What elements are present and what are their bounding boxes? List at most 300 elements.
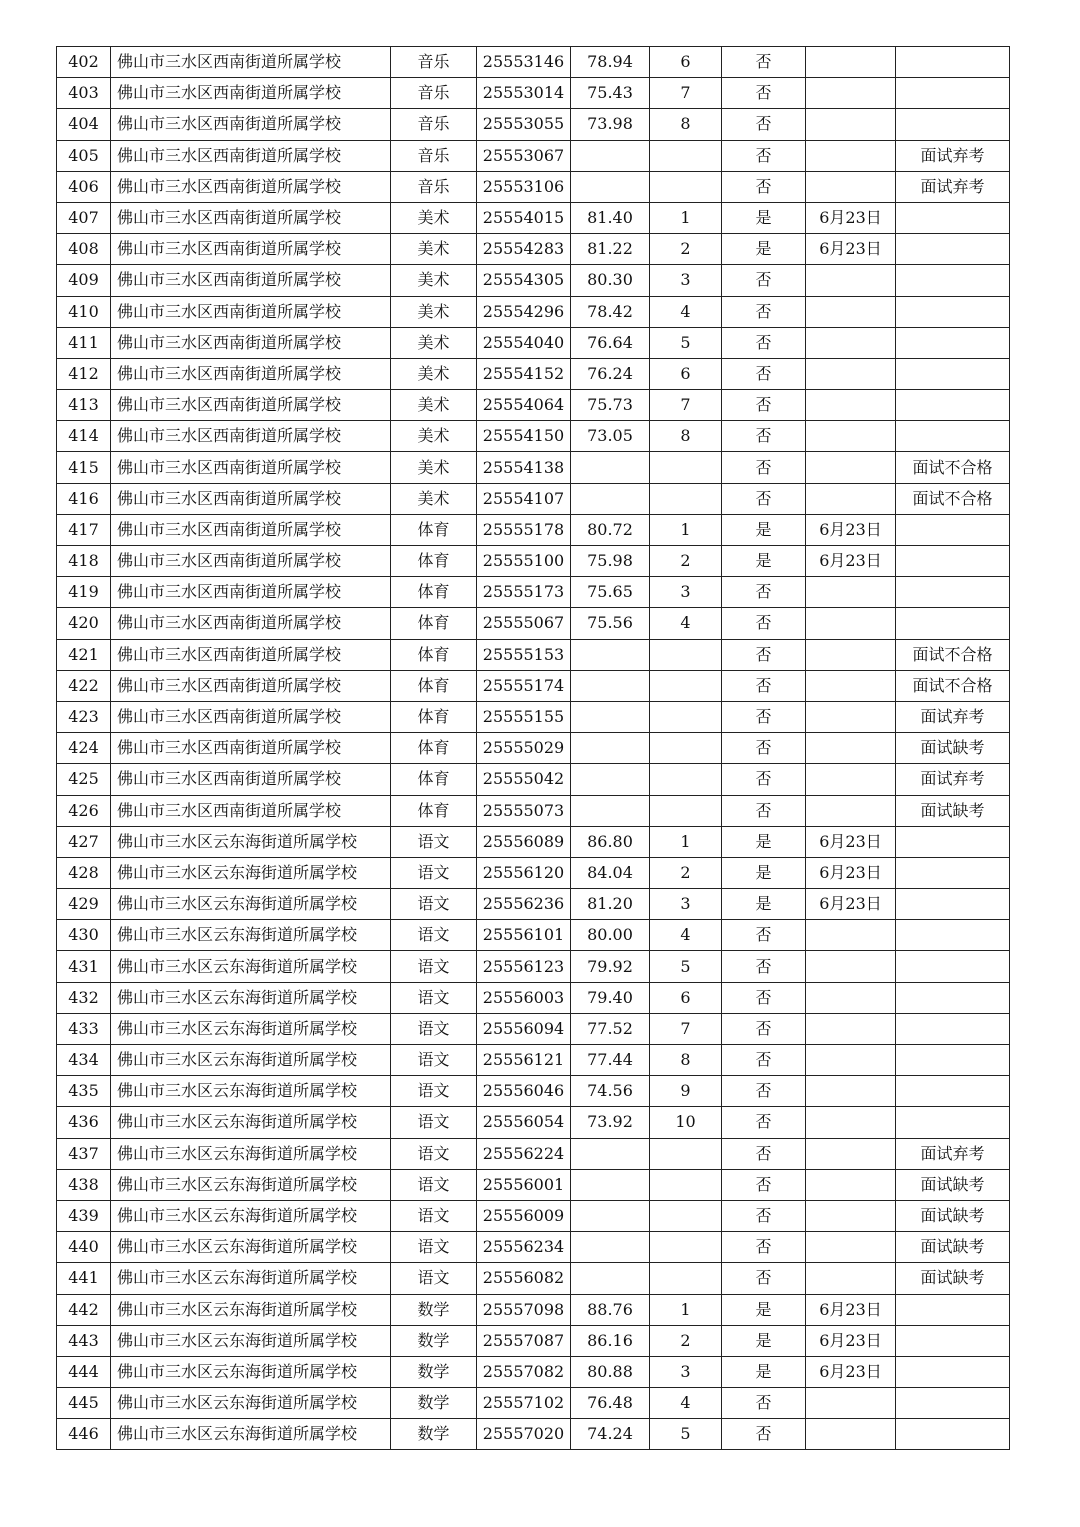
remark-cell	[896, 514, 1010, 545]
physical-exam-cell: 否	[722, 764, 806, 795]
row-number-cell: 415	[57, 452, 111, 483]
exam-date-cell	[806, 795, 896, 826]
exam-id-cell: 25553067	[477, 140, 571, 171]
remark-cell: 面试不合格	[896, 452, 1010, 483]
school-cell: 佛山市三水区西南街道所属学校	[111, 265, 391, 296]
table-row	[57, 951, 1010, 982]
exam-id-cell: 25555029	[477, 733, 571, 764]
table-row	[57, 701, 1010, 732]
physical-exam-cell: 否	[722, 1138, 806, 1169]
subject-cell: 美术	[391, 483, 477, 514]
table-row	[57, 171, 1010, 202]
exam-id-cell: 25555042	[477, 764, 571, 795]
exam-date-cell	[806, 47, 896, 78]
table-row	[57, 78, 1010, 109]
row-number-cell: 441	[57, 1263, 111, 1294]
rank-cell: 1	[650, 514, 722, 545]
remark-cell	[896, 889, 1010, 920]
score-cell: 73.92	[571, 1107, 650, 1138]
score-cell	[571, 1169, 650, 1200]
school-cell: 佛山市三水区西南街道所属学校	[111, 296, 391, 327]
subject-cell: 体育	[391, 733, 477, 764]
remark-cell	[896, 421, 1010, 452]
exam-date-cell	[806, 1013, 896, 1044]
table-row	[57, 1045, 1010, 1076]
exam-id-cell: 25557102	[477, 1388, 571, 1419]
score-cell: 75.43	[571, 78, 650, 109]
remark-cell	[896, 296, 1010, 327]
school-cell: 佛山市三水区云东海街道所属学校	[111, 1388, 391, 1419]
subject-cell: 音乐	[391, 47, 477, 78]
exam-date-cell	[806, 1138, 896, 1169]
subject-cell: 语文	[391, 1045, 477, 1076]
exam-date-cell: 6月23日	[806, 1294, 896, 1325]
rank-cell	[650, 764, 722, 795]
remark-cell: 面试弃考	[896, 1138, 1010, 1169]
exam-date-cell	[806, 951, 896, 982]
physical-exam-cell: 否	[722, 452, 806, 483]
rank-cell: 7	[650, 1013, 722, 1044]
score-cell	[571, 670, 650, 701]
subject-cell: 体育	[391, 577, 477, 608]
physical-exam-cell: 是	[722, 1356, 806, 1387]
table-row	[57, 296, 1010, 327]
exam-date-cell	[806, 982, 896, 1013]
row-number-cell: 429	[57, 889, 111, 920]
row-number-cell: 444	[57, 1356, 111, 1387]
table-row	[57, 47, 1010, 78]
score-cell: 75.73	[571, 390, 650, 421]
row-number-cell: 403	[57, 78, 111, 109]
remark-cell: 面试弃考	[896, 140, 1010, 171]
exam-date-cell	[806, 1076, 896, 1107]
physical-exam-cell: 是	[722, 202, 806, 233]
subject-cell: 美术	[391, 296, 477, 327]
physical-exam-cell: 是	[722, 234, 806, 265]
exam-id-cell: 25557082	[477, 1356, 571, 1387]
row-number-cell: 402	[57, 47, 111, 78]
row-number-cell: 424	[57, 733, 111, 764]
score-cell	[571, 140, 650, 171]
remark-cell: 面试弃考	[896, 701, 1010, 732]
subject-cell: 音乐	[391, 171, 477, 202]
exam-id-cell: 25554040	[477, 327, 571, 358]
remark-cell	[896, 1045, 1010, 1076]
results-table-body	[57, 47, 1010, 1450]
table-row	[57, 109, 1010, 140]
score-cell: 76.48	[571, 1388, 650, 1419]
subject-cell: 数学	[391, 1388, 477, 1419]
score-cell: 80.88	[571, 1356, 650, 1387]
school-cell: 佛山市三水区西南街道所属学校	[111, 639, 391, 670]
school-cell: 佛山市三水区云东海街道所属学校	[111, 982, 391, 1013]
row-number-cell: 408	[57, 234, 111, 265]
exam-date-cell	[806, 171, 896, 202]
rank-cell	[650, 795, 722, 826]
physical-exam-cell: 是	[722, 546, 806, 577]
subject-cell: 语文	[391, 951, 477, 982]
remark-cell	[896, 1294, 1010, 1325]
exam-date-cell: 6月23日	[806, 857, 896, 888]
exam-date-cell	[806, 1200, 896, 1231]
exam-id-cell: 25554305	[477, 265, 571, 296]
remark-cell: 面试缺考	[896, 733, 1010, 764]
school-cell: 佛山市三水区西南街道所属学校	[111, 390, 391, 421]
table-row	[57, 421, 1010, 452]
rank-cell: 6	[650, 358, 722, 389]
remark-cell: 面试缺考	[896, 1200, 1010, 1231]
physical-exam-cell: 否	[722, 1013, 806, 1044]
subject-cell: 音乐	[391, 140, 477, 171]
physical-exam-cell: 否	[722, 1076, 806, 1107]
subject-cell: 美术	[391, 265, 477, 296]
exam-date-cell	[806, 483, 896, 514]
rank-cell: 9	[650, 1076, 722, 1107]
table-row	[57, 920, 1010, 951]
rank-cell	[650, 483, 722, 514]
exam-date-cell	[806, 577, 896, 608]
school-cell: 佛山市三水区云东海街道所属学校	[111, 1325, 391, 1356]
exam-date-cell	[806, 296, 896, 327]
table-row	[57, 452, 1010, 483]
table-row	[57, 670, 1010, 701]
rank-cell: 2	[650, 546, 722, 577]
table-row	[57, 733, 1010, 764]
school-cell: 佛山市三水区西南街道所属学校	[111, 327, 391, 358]
score-cell: 76.24	[571, 358, 650, 389]
physical-exam-cell: 否	[722, 701, 806, 732]
row-number-cell: 439	[57, 1200, 111, 1231]
exam-id-cell: 25556082	[477, 1263, 571, 1294]
exam-date-cell	[806, 140, 896, 171]
remark-cell: 面试弃考	[896, 764, 1010, 795]
school-cell: 佛山市三水区西南街道所属学校	[111, 171, 391, 202]
rank-cell	[650, 140, 722, 171]
school-cell: 佛山市三水区云东海街道所属学校	[111, 1045, 391, 1076]
school-cell: 佛山市三水区云东海街道所属学校	[111, 1263, 391, 1294]
exam-id-cell: 25553014	[477, 78, 571, 109]
remark-cell	[896, 1325, 1010, 1356]
score-cell: 86.16	[571, 1325, 650, 1356]
exam-date-cell: 6月23日	[806, 546, 896, 577]
rank-cell: 3	[650, 265, 722, 296]
table-row	[57, 1138, 1010, 1169]
school-cell: 佛山市三水区云东海街道所属学校	[111, 1013, 391, 1044]
exam-date-cell	[806, 639, 896, 670]
physical-exam-cell: 否	[722, 920, 806, 951]
school-cell: 佛山市三水区西南街道所属学校	[111, 109, 391, 140]
subject-cell: 美术	[391, 358, 477, 389]
table-row	[57, 358, 1010, 389]
row-number-cell: 411	[57, 327, 111, 358]
score-cell	[571, 733, 650, 764]
row-number-cell: 421	[57, 639, 111, 670]
exam-date-cell: 6月23日	[806, 1356, 896, 1387]
subject-cell: 体育	[391, 701, 477, 732]
subject-cell: 语文	[391, 1200, 477, 1231]
school-cell: 佛山市三水区西南街道所属学校	[111, 47, 391, 78]
exam-id-cell: 25554296	[477, 296, 571, 327]
row-number-cell: 412	[57, 358, 111, 389]
school-cell: 佛山市三水区云东海街道所属学校	[111, 1076, 391, 1107]
physical-exam-cell: 否	[722, 358, 806, 389]
score-cell: 75.98	[571, 546, 650, 577]
exam-date-cell	[806, 920, 896, 951]
exam-id-cell: 25556121	[477, 1045, 571, 1076]
subject-cell: 语文	[391, 1107, 477, 1138]
row-number-cell: 419	[57, 577, 111, 608]
row-number-cell: 410	[57, 296, 111, 327]
rank-cell	[650, 670, 722, 701]
school-cell: 佛山市三水区云东海街道所属学校	[111, 1294, 391, 1325]
physical-exam-cell: 否	[722, 1045, 806, 1076]
school-cell: 佛山市三水区云东海街道所属学校	[111, 1232, 391, 1263]
remark-cell	[896, 1013, 1010, 1044]
remark-cell: 面试缺考	[896, 1263, 1010, 1294]
rank-cell: 2	[650, 234, 722, 265]
exam-id-cell: 25555067	[477, 608, 571, 639]
row-number-cell: 409	[57, 265, 111, 296]
score-cell: 73.98	[571, 109, 650, 140]
exam-id-cell: 25556089	[477, 826, 571, 857]
remark-cell	[896, 826, 1010, 857]
exam-date-cell	[806, 764, 896, 795]
row-number-cell: 442	[57, 1294, 111, 1325]
school-cell: 佛山市三水区云东海街道所属学校	[111, 826, 391, 857]
remark-cell	[896, 951, 1010, 982]
table-row	[57, 1263, 1010, 1294]
physical-exam-cell: 否	[722, 951, 806, 982]
table-row	[57, 1200, 1010, 1231]
table-row	[57, 1232, 1010, 1263]
subject-cell: 语文	[391, 826, 477, 857]
physical-exam-cell: 是	[722, 826, 806, 857]
exam-id-cell: 25555073	[477, 795, 571, 826]
remark-cell	[896, 202, 1010, 233]
subject-cell: 语文	[391, 1263, 477, 1294]
exam-date-cell	[806, 1045, 896, 1076]
subject-cell: 美术	[391, 202, 477, 233]
table-row	[57, 140, 1010, 171]
physical-exam-cell: 是	[722, 889, 806, 920]
exam-id-cell: 25554138	[477, 452, 571, 483]
exam-date-cell	[806, 733, 896, 764]
physical-exam-cell: 否	[722, 608, 806, 639]
subject-cell: 美术	[391, 234, 477, 265]
score-cell: 81.40	[571, 202, 650, 233]
physical-exam-cell: 否	[722, 795, 806, 826]
physical-exam-cell: 否	[722, 483, 806, 514]
rank-cell	[650, 639, 722, 670]
school-cell: 佛山市三水区云东海街道所属学校	[111, 920, 391, 951]
rank-cell: 1	[650, 1294, 722, 1325]
row-number-cell: 414	[57, 421, 111, 452]
exam-date-cell	[806, 421, 896, 452]
subject-cell: 美术	[391, 421, 477, 452]
score-cell: 77.44	[571, 1045, 650, 1076]
remark-cell: 面试不合格	[896, 670, 1010, 701]
subject-cell: 音乐	[391, 109, 477, 140]
score-cell	[571, 1263, 650, 1294]
row-number-cell: 426	[57, 795, 111, 826]
school-cell: 佛山市三水区西南街道所属学校	[111, 764, 391, 795]
subject-cell: 体育	[391, 514, 477, 545]
score-cell: 80.00	[571, 920, 650, 951]
school-cell: 佛山市三水区西南街道所属学校	[111, 795, 391, 826]
row-number-cell: 404	[57, 109, 111, 140]
exam-date-cell: 6月23日	[806, 889, 896, 920]
remark-cell	[896, 1419, 1010, 1450]
score-cell	[571, 795, 650, 826]
remark-cell	[896, 920, 1010, 951]
table-row	[57, 1356, 1010, 1387]
exam-id-cell: 25555178	[477, 514, 571, 545]
exam-id-cell: 25553106	[477, 171, 571, 202]
physical-exam-cell: 否	[722, 1200, 806, 1231]
row-number-cell: 427	[57, 826, 111, 857]
school-cell: 佛山市三水区西南街道所属学校	[111, 358, 391, 389]
rank-cell	[650, 701, 722, 732]
physical-exam-cell: 是	[722, 514, 806, 545]
table-row	[57, 764, 1010, 795]
rank-cell: 4	[650, 920, 722, 951]
score-cell	[571, 1200, 650, 1231]
physical-exam-cell: 是	[722, 1294, 806, 1325]
row-number-cell: 437	[57, 1138, 111, 1169]
exam-date-cell: 6月23日	[806, 202, 896, 233]
row-number-cell: 430	[57, 920, 111, 951]
remark-cell	[896, 327, 1010, 358]
rank-cell: 4	[650, 608, 722, 639]
score-cell	[571, 701, 650, 732]
exam-id-cell: 25555174	[477, 670, 571, 701]
exam-id-cell: 25554150	[477, 421, 571, 452]
exam-id-cell: 25554152	[477, 358, 571, 389]
subject-cell: 语文	[391, 1138, 477, 1169]
row-number-cell: 425	[57, 764, 111, 795]
row-number-cell: 445	[57, 1388, 111, 1419]
rank-cell: 1	[650, 202, 722, 233]
rank-cell: 3	[650, 1356, 722, 1387]
physical-exam-cell: 否	[722, 639, 806, 670]
exam-id-cell: 25556236	[477, 889, 571, 920]
row-number-cell: 405	[57, 140, 111, 171]
subject-cell: 语文	[391, 889, 477, 920]
subject-cell: 数学	[391, 1356, 477, 1387]
exam-date-cell	[806, 670, 896, 701]
subject-cell: 体育	[391, 795, 477, 826]
rank-cell	[650, 1169, 722, 1200]
subject-cell: 体育	[391, 608, 477, 639]
row-number-cell: 413	[57, 390, 111, 421]
remark-cell: 面试不合格	[896, 483, 1010, 514]
table-row	[57, 1294, 1010, 1325]
exam-date-cell	[806, 265, 896, 296]
table-row	[57, 889, 1010, 920]
exam-date-cell	[806, 701, 896, 732]
table-row	[57, 234, 1010, 265]
physical-exam-cell: 是	[722, 857, 806, 888]
physical-exam-cell: 否	[722, 1263, 806, 1294]
physical-exam-cell: 否	[722, 982, 806, 1013]
school-cell: 佛山市三水区西南街道所属学校	[111, 608, 391, 639]
remark-cell: 面试缺考	[896, 1169, 1010, 1200]
score-cell: 73.05	[571, 421, 650, 452]
table-row	[57, 514, 1010, 545]
subject-cell: 美术	[391, 327, 477, 358]
exam-date-cell	[806, 390, 896, 421]
physical-exam-cell: 否	[722, 327, 806, 358]
physical-exam-cell: 是	[722, 1325, 806, 1356]
school-cell: 佛山市三水区西南街道所属学校	[111, 670, 391, 701]
school-cell: 佛山市三水区西南街道所属学校	[111, 577, 391, 608]
exam-id-cell: 25554283	[477, 234, 571, 265]
rank-cell: 7	[650, 390, 722, 421]
remark-cell	[896, 1076, 1010, 1107]
exam-date-cell: 6月23日	[806, 1325, 896, 1356]
row-number-cell: 440	[57, 1232, 111, 1263]
school-cell: 佛山市三水区云东海街道所属学校	[111, 1419, 391, 1450]
row-number-cell: 406	[57, 171, 111, 202]
row-number-cell: 433	[57, 1013, 111, 1044]
school-cell: 佛山市三水区西南街道所属学校	[111, 234, 391, 265]
score-cell: 76.64	[571, 327, 650, 358]
table-row	[57, 1107, 1010, 1138]
subject-cell: 语文	[391, 920, 477, 951]
physical-exam-cell: 否	[722, 421, 806, 452]
remark-cell	[896, 234, 1010, 265]
school-cell: 佛山市三水区云东海街道所属学校	[111, 951, 391, 982]
subject-cell: 数学	[391, 1325, 477, 1356]
exam-date-cell	[806, 358, 896, 389]
remark-cell	[896, 577, 1010, 608]
remark-cell	[896, 1388, 1010, 1419]
school-cell: 佛山市三水区云东海街道所属学校	[111, 1356, 391, 1387]
exam-id-cell: 25557098	[477, 1294, 571, 1325]
subject-cell: 体育	[391, 546, 477, 577]
score-cell: 74.56	[571, 1076, 650, 1107]
rank-cell: 3	[650, 577, 722, 608]
score-cell: 81.22	[571, 234, 650, 265]
exam-date-cell	[806, 1419, 896, 1450]
school-cell: 佛山市三水区云东海街道所属学校	[111, 857, 391, 888]
exam-date-cell	[806, 1232, 896, 1263]
row-number-cell: 423	[57, 701, 111, 732]
exam-date-cell	[806, 1169, 896, 1200]
table-row	[57, 639, 1010, 670]
exam-id-cell: 25556003	[477, 982, 571, 1013]
row-number-cell: 416	[57, 483, 111, 514]
physical-exam-cell: 否	[722, 670, 806, 701]
table-row	[57, 202, 1010, 233]
exam-id-cell: 25556094	[477, 1013, 571, 1044]
table-row	[57, 577, 1010, 608]
exam-id-cell: 25555173	[477, 577, 571, 608]
rank-cell: 3	[650, 889, 722, 920]
rank-cell: 8	[650, 1045, 722, 1076]
row-number-cell: 436	[57, 1107, 111, 1138]
table-row	[57, 390, 1010, 421]
physical-exam-cell: 否	[722, 47, 806, 78]
score-cell: 78.94	[571, 47, 650, 78]
physical-exam-cell: 否	[722, 296, 806, 327]
exam-id-cell: 25556001	[477, 1169, 571, 1200]
rank-cell: 2	[650, 857, 722, 888]
row-number-cell: 431	[57, 951, 111, 982]
exam-id-cell: 25556234	[477, 1232, 571, 1263]
exam-date-cell	[806, 327, 896, 358]
school-cell: 佛山市三水区西南街道所属学校	[111, 701, 391, 732]
